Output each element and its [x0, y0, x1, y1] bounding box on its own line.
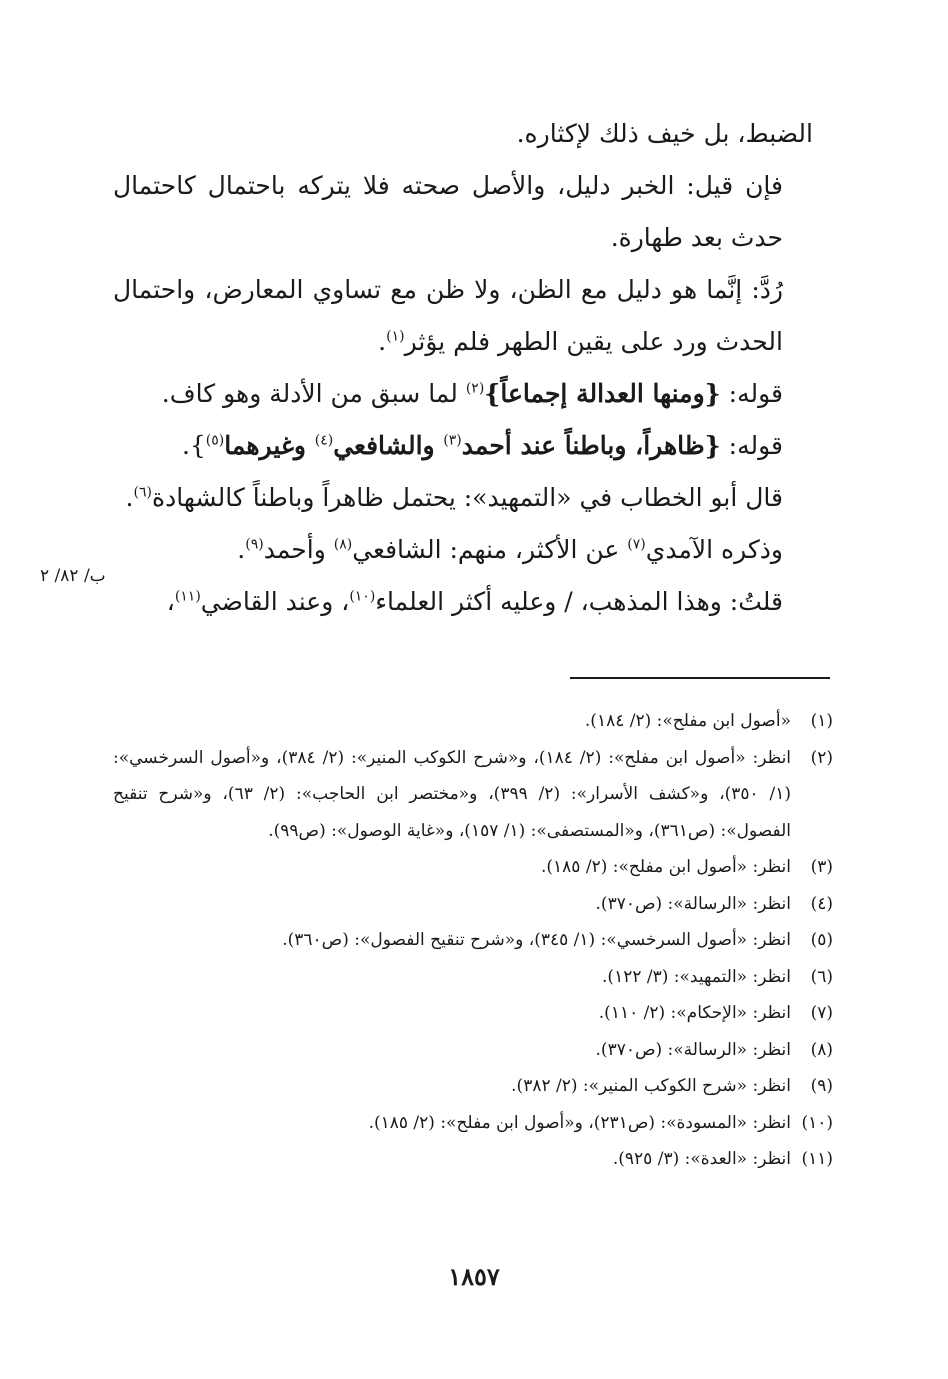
paragraph-7-a: وذكره الآمدي [645, 535, 783, 564]
footnote-item [113, 995, 833, 1032]
footnote-item [113, 849, 833, 886]
footnote-number: (١٠) [801, 1112, 833, 1133]
footnote-ref-3[interactable]: (٣) [443, 432, 462, 449]
footnote-text: انظر: «الرسالة»: (ص٣٧٠). [595, 1039, 791, 1060]
paragraph-7 [113, 524, 813, 576]
footnote-text: انظر: «الرسالة»: (ص٣٧٠). [595, 893, 791, 914]
paragraph-7-end: . [237, 535, 246, 564]
paragraph-8-end: ، [166, 587, 175, 616]
footnote-number: (٧) [810, 1003, 833, 1023]
footnote-number: (٦) [810, 966, 833, 987]
paragraph-6-end: . [125, 483, 134, 512]
paragraph-5-end: }. [181, 431, 206, 460]
footnote-ref-4[interactable]: (٤) [314, 432, 334, 449]
footnotes [113, 703, 833, 1178]
footnote-text: انظر: «شرح الكوكب المنير»: (٢/ ٣٨٢). [511, 1076, 791, 1096]
footnote-number: (١١) [801, 1149, 833, 1169]
footnote-text: انظر: «العدة»: (٣/ ٩٢٥). [612, 1149, 791, 1169]
quoted-matn-5c: وغيرهما [224, 431, 315, 460]
footnote-text: انظر: «المسودة»: (ص٢٣١)، و«أصول ابن مفلح»: (٢/ ١٨٥). [368, 1112, 791, 1133]
footnote-separator [570, 677, 830, 679]
footnote-number: (٨) [810, 1039, 833, 1060]
paragraph-2-text: فإن قيل: الخبر دليل، والأصل صحته فلا يتركه باحتمال كاحتمال حدث بعد طهارة. [113, 171, 783, 252]
paragraph-2 [113, 160, 813, 264]
paragraph-3-end: . [378, 327, 387, 356]
footnote-number: (٥) [810, 930, 833, 950]
footnote-item [113, 1141, 833, 1178]
footnote-text: انظر: «التمهيد»: (٣/ ١٢٢). [602, 966, 791, 987]
paragraph-8-b: ، وعند القاضي [200, 587, 350, 616]
footnote-ref-10[interactable]: (١٠) [349, 588, 376, 605]
footnote-item [113, 703, 833, 740]
footnote-number: (٣) [810, 857, 833, 877]
footnote-number: (٤) [810, 893, 833, 914]
paragraph-7-b: عن الأكثر، منهم: الشافعي [352, 535, 628, 564]
footnote-ref-1[interactable]: (١) [386, 328, 405, 345]
paragraph-3-text: رُدَّ: إنَّما هو دليل مع الظن، ولا ظن مع تساوي المعارض، واحتمال الحدث ورد على يقين الطهر فلم يؤثر [113, 275, 783, 356]
paragraph-8 [113, 576, 813, 628]
footnote-ref-5[interactable]: (٥) [205, 432, 225, 449]
paragraph-1 [113, 108, 813, 160]
paragraph-4-rest: لما سبق من الأدلة وهو كاف. [161, 379, 466, 408]
paragraph-7-c: وأحمد [263, 535, 334, 564]
footnote-ref-7[interactable]: (٧) [627, 536, 646, 553]
footnote-text: «أصول ابن مفلح»: (٢/ ١٨٤). [584, 711, 791, 731]
footnote-item [113, 1032, 833, 1069]
paragraph-4 [113, 368, 813, 420]
footnote-ref-2[interactable]: (٢) [465, 380, 485, 397]
footnote-item [113, 1105, 833, 1142]
footnote-item [113, 886, 833, 923]
footnote-text: انظر: «أصول ابن مفلح»: (٢/ ١٨٤)، و«شرح الكوكب المنير»: (٢/ ٣٨٤)، و«أصول السرخسي»: (١/ ٣٥٠)، و«كشف الأسرار»: (٢/ ٣٩٩)، و«مختصر ابن الحاجب»: (٢/ ٦٣)، و«شرح تنقيح الفصول»: (ص٣٦١)، و«المستصفى»: (١/ ١٥٧)، و«غاية الوصول»: (ص٩٩). [113, 747, 792, 841]
main-text [113, 108, 813, 628]
paragraph-6 [113, 472, 813, 524]
footnote-ref-11[interactable]: (١١) [174, 588, 201, 605]
footnote-ref-6[interactable]: (٦) [133, 484, 152, 501]
manuscript-folio-marker: ب/ ٨٢/ ٢ [40, 566, 106, 586]
paragraph-8-a: قلتُ: وهذا المذهب، / وعليه أكثر العلماء [375, 587, 783, 616]
footnote-item [113, 1068, 833, 1105]
paragraph-6-text: قال أبو الخطاب في «التمهيد»: يحتمل ظاهراً وباطناً كالشهادة [151, 483, 783, 512]
quoted-matn-5a: {ظاهراً، وباطناً عند أحمد [461, 431, 721, 460]
footnote-number: (٩) [810, 1076, 833, 1096]
footnote-item [113, 740, 833, 850]
footnote-ref-9[interactable]: (٩) [245, 536, 264, 553]
footnote-item [113, 959, 833, 996]
footnote-text: انظر: «الإحكام»: (٢/ ١١٠). [598, 1003, 791, 1023]
paragraph-4-lead: قوله: [720, 379, 783, 408]
paragraph-5 [113, 420, 813, 472]
footnote-text: انظر: «أصول ابن مفلح»: (٢/ ١٨٥). [540, 857, 791, 877]
footnote-text: انظر: «أصول السرخسي»: (١/ ٣٤٥)، و«شرح تنقيح الفصول»: (ص٣٦٠). [282, 930, 791, 950]
footnote-number: (١) [810, 711, 833, 731]
paragraph-3 [113, 264, 813, 368]
footnote-item [113, 922, 833, 959]
paragraph-1-text: الضبط، بل خيف ذلك لإكثاره. [516, 119, 813, 148]
footnote-number: (٢) [810, 747, 833, 768]
quoted-matn-5b: والشافعي [333, 431, 444, 460]
paragraph-5-lead: قوله: [720, 431, 783, 460]
page-number: ١٨٥٧ [448, 1262, 500, 1291]
quoted-matn-4: {ومنها العدالة إجماعاً} [484, 379, 721, 408]
footnote-ref-8[interactable]: (٨) [333, 536, 353, 553]
